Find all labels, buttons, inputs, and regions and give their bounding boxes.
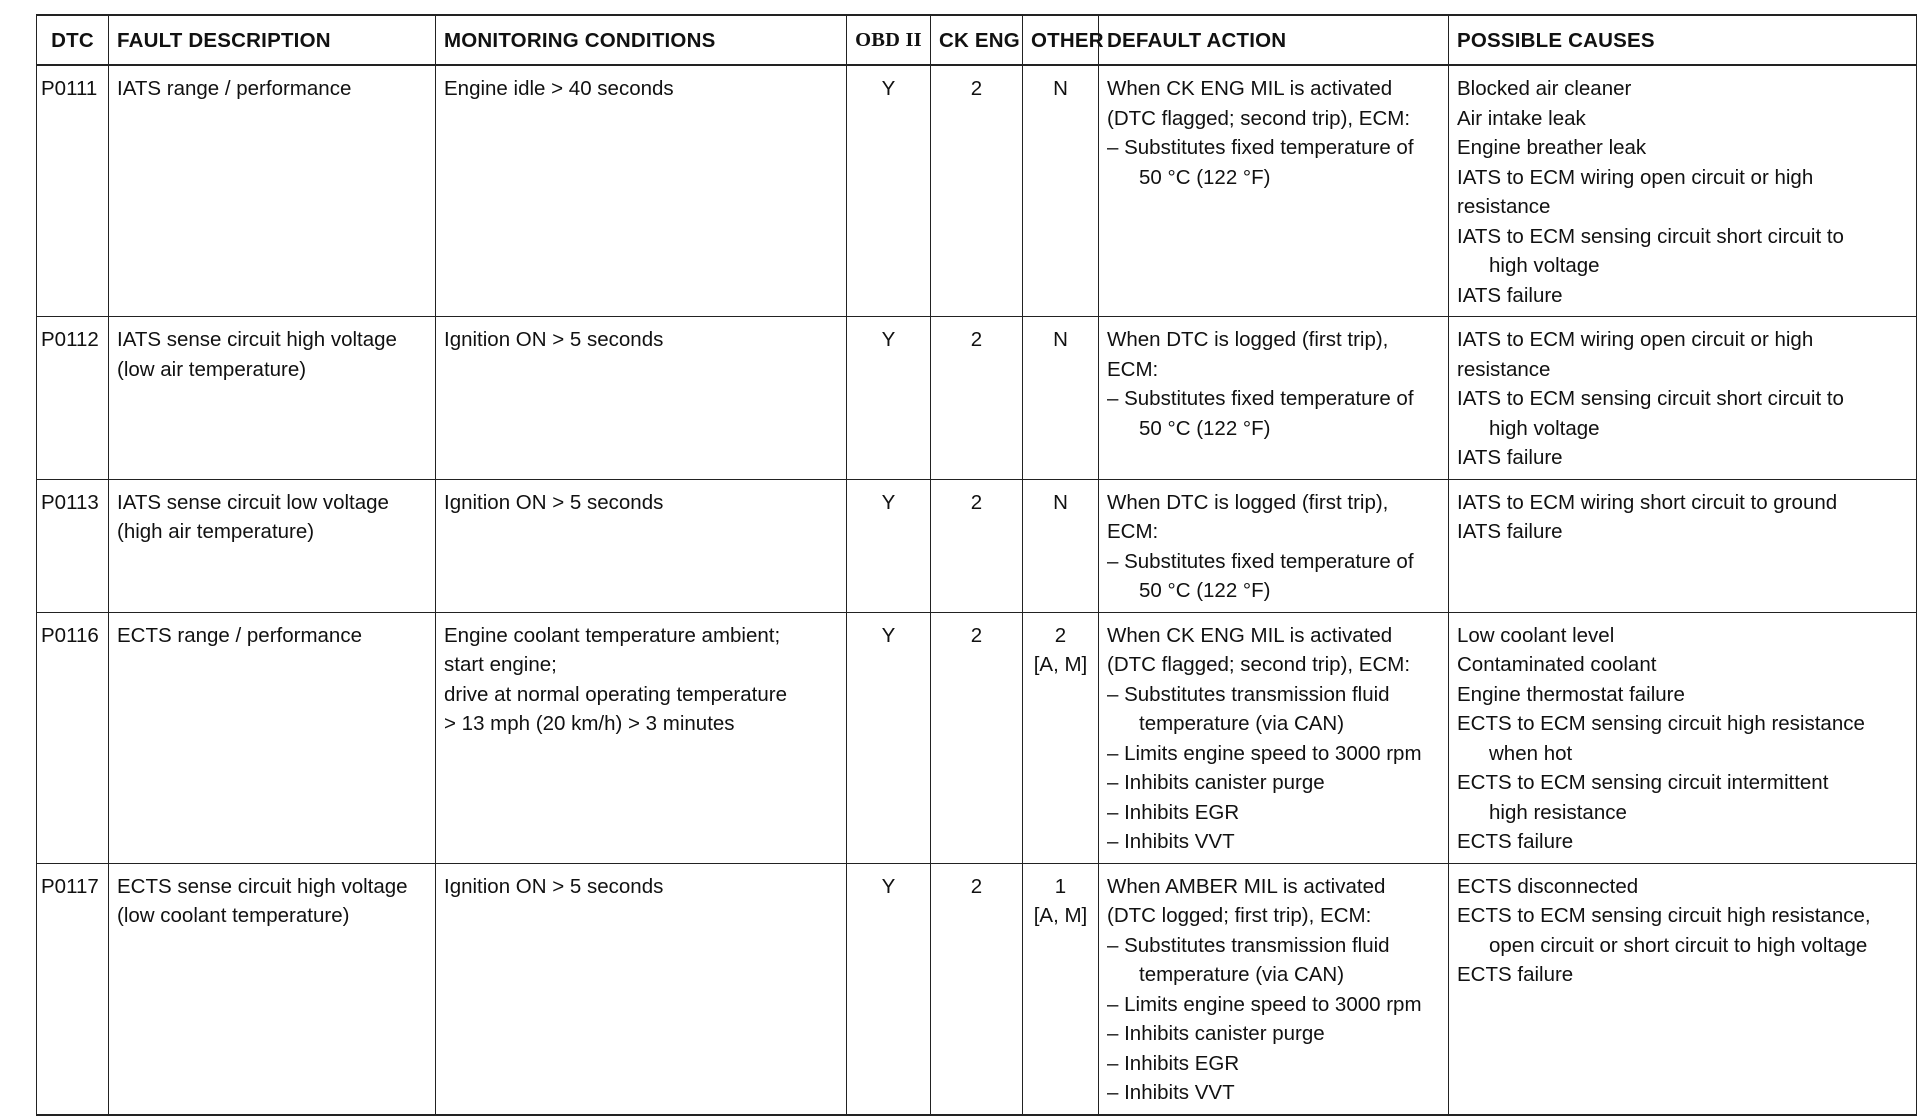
possible-causes-cell bbox=[1449, 863, 1917, 1115]
default-action-item: – Inhibits canister purge bbox=[1107, 771, 1325, 794]
obd-ii-value: Y bbox=[881, 623, 896, 647]
obd-ii-value: Y bbox=[881, 874, 896, 898]
possible-cause-line: ECTS to ECM sensing circuit intermittent bbox=[1457, 771, 1829, 794]
ck-eng-cell bbox=[931, 65, 1023, 317]
obd-ii-cell bbox=[847, 863, 931, 1115]
monitoring-line: Engine idle > 40 seconds bbox=[444, 77, 674, 100]
dtc-code: P0112 bbox=[41, 328, 99, 351]
fault-line: (low air temperature) bbox=[117, 357, 307, 381]
dtc-cell bbox=[37, 317, 109, 480]
fault-line: (high air temperature) bbox=[117, 520, 315, 543]
monitoring-conditions-cell bbox=[436, 317, 847, 480]
possible-cause-line: IATS failure bbox=[1457, 283, 1563, 307]
possible-cause-line: high voltage bbox=[1489, 416, 1600, 440]
default-action-line: When CK ENG MIL is activated bbox=[1107, 77, 1393, 100]
default-action-item: – Substitutes transmission fluid bbox=[1107, 933, 1390, 957]
possible-cause-line: IATS to ECM sensing circuit short circuit to bbox=[1457, 387, 1844, 410]
default-action-line: When AMBER MIL is activated bbox=[1107, 874, 1386, 898]
monitoring-line: Ignition ON > 5 seconds bbox=[444, 328, 664, 351]
ck-eng-cell bbox=[931, 479, 1023, 612]
default-action-item: 50 °C (122 °F) bbox=[1139, 416, 1271, 440]
possible-cause-line: IATS failure bbox=[1457, 520, 1563, 543]
possible-cause-line: high resistance bbox=[1489, 800, 1627, 824]
dtc-code: P0117 bbox=[41, 874, 99, 898]
dtc-code: P0111 bbox=[41, 77, 98, 100]
fault-description-cell bbox=[109, 612, 436, 863]
obd-ii-value: Y bbox=[881, 328, 896, 351]
default-action-item: – Inhibits VVT bbox=[1107, 1081, 1235, 1104]
default-action-item: – Limits engine speed to 3000 rpm bbox=[1107, 992, 1422, 1016]
default-action-item: – Inhibits EGR bbox=[1107, 800, 1240, 824]
dtc-cell bbox=[37, 612, 109, 863]
other-cell bbox=[1023, 479, 1099, 612]
monitoring-conditions-cell bbox=[436, 863, 847, 1115]
possible-causes-cell bbox=[1449, 479, 1917, 612]
header-dtc: DTC bbox=[37, 15, 109, 65]
other-cell bbox=[1023, 863, 1099, 1115]
possible-cause-line: ECTS failure bbox=[1457, 830, 1574, 853]
dtc-cell bbox=[37, 479, 109, 612]
other-value: N bbox=[1053, 328, 1068, 351]
default-action-line: When DTC is logged (first trip), bbox=[1107, 328, 1389, 351]
dtc-code: P0113 bbox=[41, 490, 99, 514]
table-row bbox=[37, 65, 1917, 317]
monitoring-line: Ignition ON > 5 seconds bbox=[444, 490, 664, 514]
default-action-item: 50 °C (122 °F) bbox=[1139, 165, 1271, 189]
default-action-line: When DTC is logged (first trip), bbox=[1107, 490, 1389, 514]
monitoring-line: > 13 mph (20 km/h) > 3 minutes bbox=[444, 712, 735, 735]
monitoring-conditions-cell bbox=[436, 612, 847, 863]
possible-cause-line: IATS to ECM wiring open circuit or high resistance bbox=[1457, 328, 1814, 381]
ck-eng-cell bbox=[931, 863, 1023, 1115]
possible-cause-line: ECTS to ECM sensing circuit high resistance, bbox=[1457, 904, 1871, 927]
monitoring-line: Engine coolant temperature ambient; bbox=[444, 623, 781, 647]
header-possible-causes: POSSIBLE CAUSES bbox=[1449, 15, 1917, 65]
possible-causes-cell bbox=[1449, 317, 1917, 480]
ck-eng-value: 2 bbox=[970, 623, 983, 647]
obd-ii-cell bbox=[847, 612, 931, 863]
possible-cause-line: Engine breather leak bbox=[1457, 136, 1647, 159]
obd-ii-value: Y bbox=[881, 490, 896, 514]
header-fault-description: FAULT DESCRIPTION bbox=[109, 15, 436, 65]
fault-line: IATS sense circuit low voltage bbox=[117, 490, 389, 514]
dtc-table bbox=[36, 14, 1917, 1116]
default-action-item: – Substitutes fixed temperature of bbox=[1107, 549, 1414, 573]
default-action-item: – Substitutes fixed temperature of bbox=[1107, 136, 1414, 159]
possible-causes-cell bbox=[1449, 612, 1917, 863]
default-action-cell bbox=[1099, 863, 1449, 1115]
monitoring-conditions-cell bbox=[436, 479, 847, 612]
monitoring-line: Ignition ON > 5 seconds bbox=[444, 874, 664, 898]
default-action-cell bbox=[1099, 65, 1449, 317]
fault-line: ECTS sense circuit high voltage bbox=[117, 874, 408, 898]
table-row bbox=[37, 317, 1917, 480]
possible-causes-cell bbox=[1449, 65, 1917, 317]
header-default-action: DEFAULT ACTION bbox=[1099, 15, 1449, 65]
other-value: [A, M] bbox=[1033, 653, 1088, 676]
other-value: 1 bbox=[1054, 874, 1067, 898]
table-row bbox=[37, 612, 1917, 863]
ck-eng-value: 2 bbox=[970, 874, 983, 898]
default-action-item: – Substitutes transmission fluid bbox=[1107, 682, 1390, 706]
other-value: N bbox=[1053, 490, 1068, 514]
table-row bbox=[37, 863, 1917, 1115]
fault-line: ECTS range / performance bbox=[117, 623, 362, 647]
default-action-item: 50 °C (122 °F) bbox=[1139, 579, 1271, 602]
default-action-item: temperature (via CAN) bbox=[1139, 712, 1345, 735]
default-action-item: temperature (via CAN) bbox=[1139, 963, 1345, 986]
default-action-item: – Substitutes fixed temperature of bbox=[1107, 387, 1414, 410]
default-action-line: When CK ENG MIL is activated bbox=[1107, 623, 1393, 647]
default-action-line: (DTC logged; first trip), ECM: bbox=[1107, 904, 1372, 927]
header-row bbox=[37, 15, 1917, 65]
possible-cause-line: IATS to ECM wiring short circuit to ground bbox=[1457, 490, 1838, 514]
possible-cause-line: when hot bbox=[1489, 741, 1573, 765]
possible-cause-line: ECTS failure bbox=[1457, 963, 1574, 986]
ck-eng-value: 2 bbox=[970, 490, 983, 514]
fault-description-cell bbox=[109, 479, 436, 612]
possible-cause-line: high voltage bbox=[1489, 254, 1600, 277]
monitoring-line: drive at normal operating temperature bbox=[444, 682, 787, 706]
obd-ii-cell bbox=[847, 317, 931, 480]
ck-eng-value: 2 bbox=[970, 77, 983, 100]
default-action-item: – Inhibits VVT bbox=[1107, 830, 1235, 853]
monitoring-line: start engine; bbox=[444, 653, 557, 676]
fault-description-cell bbox=[109, 863, 436, 1115]
other-cell bbox=[1023, 612, 1099, 863]
fault-line: IATS range / performance bbox=[117, 77, 352, 100]
fault-line: (low coolant temperature) bbox=[117, 904, 350, 927]
obd-ii-cell bbox=[847, 479, 931, 612]
header-obd-ii: OBD II bbox=[847, 15, 931, 65]
other-value: [A, M] bbox=[1033, 904, 1088, 927]
possible-cause-line: ECTS disconnected bbox=[1457, 874, 1639, 898]
header-monitoring-conditions: MONITORING CONDITIONS bbox=[436, 15, 847, 65]
obd-ii-cell bbox=[847, 65, 931, 317]
default-action-item: – Inhibits canister purge bbox=[1107, 1022, 1325, 1045]
obd-ii-value: Y bbox=[881, 77, 896, 100]
possible-cause-line: Low coolant level bbox=[1457, 623, 1615, 647]
table-row bbox=[37, 479, 1917, 612]
ck-eng-cell bbox=[931, 317, 1023, 480]
possible-cause-line: Blocked air cleaner bbox=[1457, 77, 1632, 100]
default-action-cell bbox=[1099, 612, 1449, 863]
default-action-cell bbox=[1099, 479, 1449, 612]
default-action-line: (DTC flagged; second trip), ECM: bbox=[1107, 653, 1411, 676]
fault-description-cell bbox=[109, 317, 436, 480]
other-value: N bbox=[1053, 77, 1068, 100]
monitoring-conditions-cell bbox=[436, 65, 847, 317]
possible-cause-line: Engine thermostat failure bbox=[1457, 682, 1685, 706]
possible-cause-line: Air intake leak bbox=[1457, 106, 1586, 130]
possible-cause-line: Contaminated coolant bbox=[1457, 653, 1657, 676]
dtc-cell bbox=[37, 65, 109, 317]
possible-cause-line: IATS to ECM sensing circuit short circuit to bbox=[1457, 224, 1844, 248]
header-other: OTHER bbox=[1023, 15, 1099, 65]
default-action-line: ECM: bbox=[1107, 357, 1159, 381]
header-ck-eng: CK ENG bbox=[931, 15, 1023, 65]
fault-description-cell bbox=[109, 65, 436, 317]
other-value: 2 bbox=[1054, 623, 1067, 647]
fault-line: IATS sense circuit high voltage bbox=[117, 328, 397, 351]
possible-cause-line: ECTS to ECM sensing circuit high resistance bbox=[1457, 712, 1865, 735]
dtc-cell bbox=[37, 863, 109, 1115]
default-action-line: ECM: bbox=[1107, 520, 1159, 543]
default-action-item: – Inhibits EGR bbox=[1107, 1051, 1240, 1075]
default-action-cell bbox=[1099, 317, 1449, 480]
dtc-code: P0116 bbox=[41, 623, 99, 647]
possible-cause-line: open circuit or short circuit to high voltage bbox=[1489, 933, 1868, 957]
other-cell bbox=[1023, 317, 1099, 480]
possible-cause-line: IATS to ECM wiring open circuit or high resistance bbox=[1457, 165, 1814, 218]
other-cell bbox=[1023, 65, 1099, 317]
possible-cause-line: IATS failure bbox=[1457, 446, 1563, 469]
ck-eng-value: 2 bbox=[970, 328, 983, 351]
default-action-item: – Limits engine speed to 3000 rpm bbox=[1107, 741, 1422, 765]
default-action-line: (DTC flagged; second trip), ECM: bbox=[1107, 106, 1411, 130]
ck-eng-cell bbox=[931, 612, 1023, 863]
